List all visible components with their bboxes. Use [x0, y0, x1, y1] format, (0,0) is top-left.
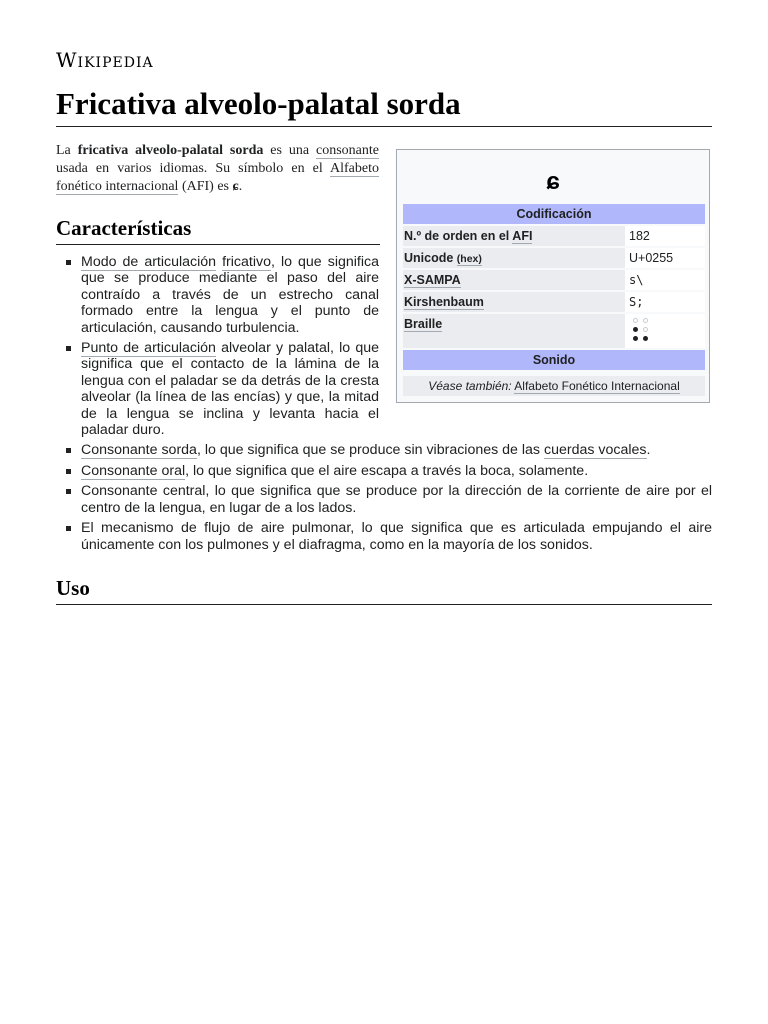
link-consonante-oral[interactable]: Consonante oral: [81, 462, 186, 479]
link-consonante[interactable]: consonante: [316, 143, 379, 158]
infobox-header-codificacion: Codificación: [403, 204, 705, 224]
infobox-value: s\: [625, 270, 705, 290]
list-item: Punto de articulación alveolar y palatal, lo que significa que el contacto de la lámina de la lengua con el paladar se da detrás de la cresta alveolar (la línea de las encías) y que, la mitad de la lengua se inclina y levanta hacia el paladar duro.: [56, 340, 379, 438]
link-alfabeto-fonetico[interactable]: Alfabeto fonético internacional: [56, 161, 379, 194]
infobox-row-braille: [403, 314, 705, 348]
infobox-key: N.º de orden en el AFI: [404, 229, 533, 243]
infobox-key: [403, 292, 622, 312]
section-heading-uso: Uso: [56, 574, 712, 605]
link-kirshenbaum[interactable]: Kirshenbaum: [404, 295, 484, 309]
infobox-value: S;: [625, 292, 705, 312]
link-cuerdas-vocales[interactable]: cuerdas vocales: [543, 442, 647, 459]
braille-dot: [643, 336, 648, 341]
braille-dot: [643, 327, 648, 332]
link-braille[interactable]: Braille: [404, 317, 443, 331]
link-modo-articulacion[interactable]: Modo de articulación: [81, 254, 217, 270]
intro-paragraph: La fricativa alveolo-palatal sorda es una consonante usada en varios idiomas. Su símbolo en el Alfabeto fonético internacional (AFI) es ɕ.: [56, 143, 379, 194]
braille-dot: [633, 318, 638, 323]
link-punto-articulacion[interactable]: Punto de articulación: [81, 340, 216, 357]
intro-symbol: ɕ: [232, 179, 239, 194]
braille-dot: [633, 336, 638, 341]
list-item: El mecanismo de flujo de aire pulmonar, lo que significa que es articulada empujando el aire únicamente con los pulmones y el diafragma, como en la mayoría de los sonidos.: [56, 520, 712, 553]
infobox-key: [403, 270, 622, 290]
braille-cell: [633, 318, 649, 344]
infobox-value: 182: [625, 226, 705, 246]
link-consonante-sorda[interactable]: Consonante sorda: [81, 442, 197, 459]
infobox-symbol: ɕ: [546, 168, 560, 195]
infobox-row-afi: [403, 226, 705, 246]
section-heading-caracteristicas: Características: [56, 214, 380, 245]
list-item: Consonante oral, lo que significa que el aire escapa a través la boca, solamente.: [56, 463, 712, 479]
list-item: Consonante sorda, lo que significa que se produce sin vibraciones de las cuerdas vocales.: [56, 442, 712, 458]
infobox-key: Unicode (hex): [404, 251, 482, 265]
wikipedia-logo[interactable]: Wikipedia: [56, 48, 154, 72]
infobox-see-also: Véase también: Alfabeto Fonético Internacional: [403, 376, 705, 396]
list-item: Consonante central, lo que significa que se produce por la dirección de la corriente de aire por el centro de la lengua, en lugar de a los lados.: [56, 483, 712, 516]
link-xsampa[interactable]: X-SAMPA: [404, 273, 461, 287]
infobox-row-kirshenbaum: [403, 292, 705, 312]
infobox-value: [625, 314, 705, 348]
link-alfabeto-fonetico-internacional[interactable]: Alfabeto Fonético Internacional: [514, 379, 680, 393]
infobox: [396, 149, 710, 403]
infobox-row-xsampa: [403, 270, 705, 290]
infobox-header-sonido: Sonido: [403, 350, 705, 370]
link-afi[interactable]: AFI: [512, 229, 533, 243]
infobox-value: U+0255: [625, 248, 705, 268]
list-item: Modo de articulación fricativo, lo que significa que se produce mediante el paso del aire contraído a través de un estrecho canal formado entre la lengua y el punto de articulación, causando turbulencia.: [56, 254, 379, 336]
intro-bold-term: fricativa alveolo-palatal sorda: [77, 143, 264, 158]
infobox-key: [403, 314, 622, 348]
link-fricativo[interactable]: fricativo: [222, 254, 271, 270]
braille-dot: [633, 327, 638, 332]
page-title: Fricativa alveolo-palatal sorda: [56, 86, 712, 127]
link-hex[interactable]: (hex): [456, 253, 482, 265]
braille-dot: [643, 318, 648, 323]
infobox-row-unicode: [403, 248, 705, 268]
